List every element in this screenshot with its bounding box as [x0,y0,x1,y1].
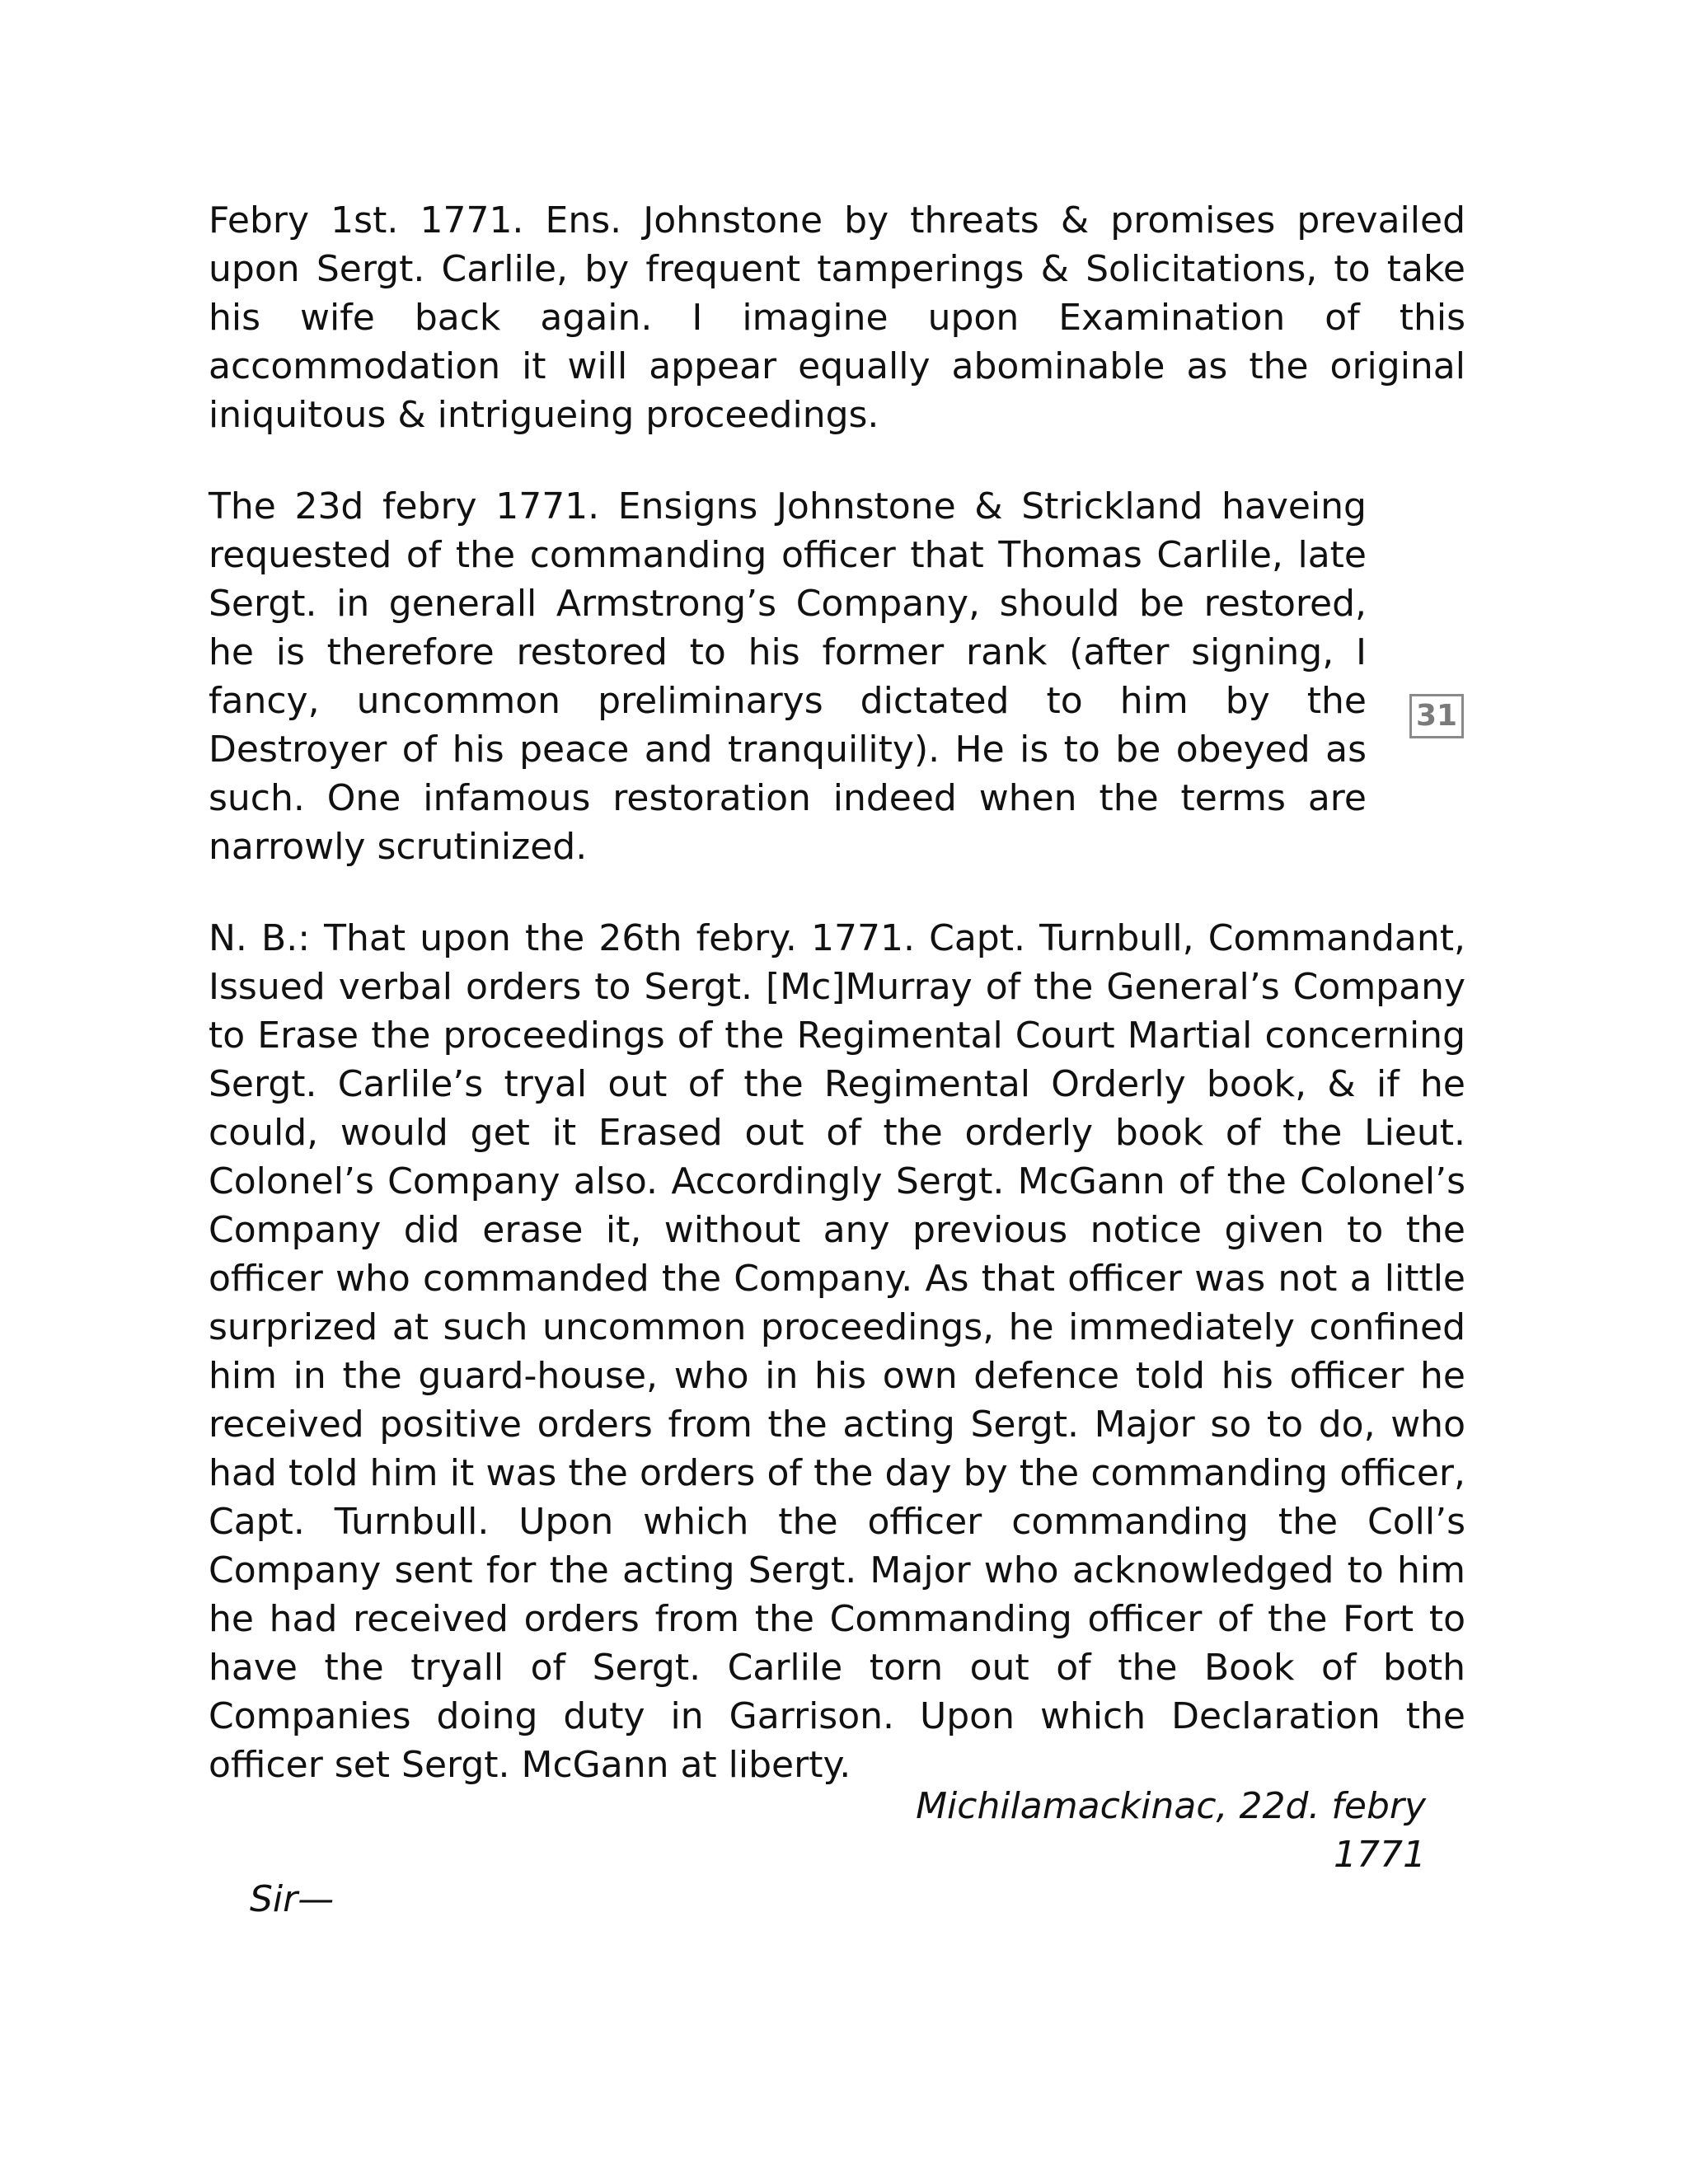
paragraph-2-text: The 23d febry 1771. Ensigns Johnstone & Strickland haveing requested of the commanding officer that Thomas Carlile, late Sergt. in generall Armstrong’s Company, should be restored, he is therefore restored to his former rank (after signing, I fancy, uncommon preliminarys dictated to him by the Destroyer of his peace and tranquility). He is to be obeyed as such. One infamous restoration indeed when the terms are narrowly scrutinized. [209,485,1367,868]
dateline: Michilamackinac, 22d. febry 1771 [916,1785,1426,1876]
page-number-badge: 31 [1409,694,1464,738]
document-body [209,196,1465,1789]
salutation: Sir— [250,1878,335,1920]
paragraph-1: Febry 1st. 1771. Ens. Johnstone by threats & promises prevailed upon Sergt. Carlile, by frequent tamperings & Solicitations, to take his wife back again. I imagine upon Examination of this accommodation it will appear equally abominable as the original iniquitous & intrigueing proceedings. [209,199,1465,436]
paragraph-3: N. B.: That upon the 26th febry. 1771. Capt. Turnbull, Commandant, Issued verbal orders to Sergt. [Mc]Murray of the General’s Company to Erase the proceedings of the Regimental Court Martial concerning Sergt. Carlile’s tryal out of the Regimental Orderly book, & if he could, would get it Erased out of the orderly book of the Lieut. Colonel’s Company also. Accordingly Sergt. McGann of the Colonel’s Company did erase it, without any previous notice given to the officer who commanded the Company. As that officer was not a little surprized at such uncommon proceedings, he immediately confined him in the guard-house, who in his own defence told his officer he received positive orders from the acting Sergt. Major so to do, who had told him it was the orders of the day by the commanding officer, Capt. Turnbull. Upon which the officer commanding the Coll’s Company sent for the acting Sergt. Major who acknowledged to him he had received orders from the Commanding officer of the Fort to have the tryall of Sergt. Carlile torn out of the Book of both Companies doing duty in Garrison. Upon which Declaration the officer set Sergt. McGann at liberty. [209,917,1465,1786]
paragraph-2 [209,482,1465,871]
